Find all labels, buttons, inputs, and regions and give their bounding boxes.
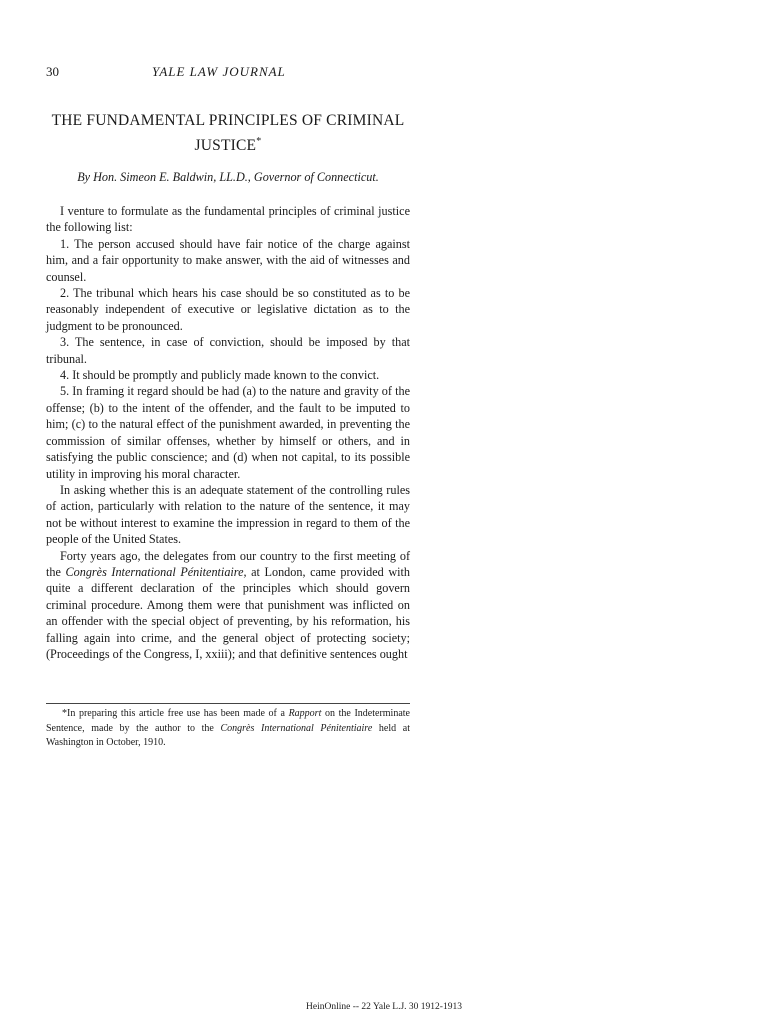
paragraph-principle-2: 2. The tribunal which hears his case should be so constituted as to be reasonably independent of executive or legislative dictation as to the judgment to be pronounced. [46, 286, 410, 333]
journal-name: YALE LAW JOURNAL [152, 64, 286, 79]
paragraph-forty-years-rest: at London, came provided with quite a different declaration of the principles which should govern criminal procedure. Among them were that punishment was inflicted on an offender with the special object of preventing, by his reformation, his falling again into crime, and the general object of protecting society; (Proceedings of the Congress, I, xxiii); and that definitive sentences ought [46, 564, 410, 661]
article-title [46, 110, 410, 156]
footnote-end: held at Washington in October, 1910. [46, 722, 410, 748]
footnote-rapport: Rapport [288, 708, 322, 719]
byline: By Hon. Simeon E. Baldwin, LL.D., Governor of Connecticut. [77, 170, 379, 184]
paragraph-intro: I venture to formulate as the fundamental principles of criminal justice the following list: [46, 204, 410, 235]
footnote-middle: on the Indeterminate Sentence, made by the author to the [46, 708, 410, 734]
footnote [46, 707, 410, 751]
footnote-divider [46, 703, 410, 704]
paragraph-principle-3: 3. The sentence, in case of conviction, should be imposed by that tribunal. [46, 335, 410, 366]
title-line-2-text: JUSTICE [194, 137, 257, 155]
paragraph-adequacy: In asking whether this is an adequate statement of the controlling rules of action, particularly with relation to the nature of the sentence, it may not be without interest to examine the impression in regard to them of the people of the United States. [46, 482, 410, 547]
paragraph-principle-1: 1. The person accused should have fair notice of the charge against him, and a fair opportunity to make answer, with the aid of witnesses and counsel. [46, 236, 410, 284]
paragraph-forty-years-start: Forty years ago, the delegates from our country to the first meeting of the [46, 548, 410, 579]
footnote-text [46, 707, 410, 751]
footnote-congres: Congrès International Pénitentiaire [220, 722, 373, 734]
running-head [46, 64, 410, 82]
congres-name: Congrès International Pénitentiaire, [65, 564, 247, 579]
page-number: 30 [46, 64, 59, 79]
paragraph-principle-4: 4. It should be promptly and publicly made known to the convict. [60, 368, 380, 383]
title-line-1: THE FUNDAMENTAL PRINCIPLES OF CRIMINAL [51, 112, 405, 129]
article-body [46, 203, 410, 662]
paragraph-principle-5: 5. In framing it regard should be had (a) to the nature and gravity of the offense; (b) to the intent of the offender, and the fault to be imputed to him; (c) to the natural effect of the punishment awarded, in preventing the commission of similar offenses, whether by himself or others, and in satisfying the public conscience; and (d) when not capital, to its possible utility in improving his moral character. [46, 384, 410, 481]
footnote-start: *In preparing this article free use has been made of a [62, 708, 289, 719]
title-line-2 [46, 131, 410, 156]
title-footnote-mark: * [256, 136, 262, 147]
paragraph-forty-years [46, 548, 410, 663]
source-citation: HeinOnline -- 22 Yale L.J. 30 1912-1913 [306, 1002, 462, 1012]
